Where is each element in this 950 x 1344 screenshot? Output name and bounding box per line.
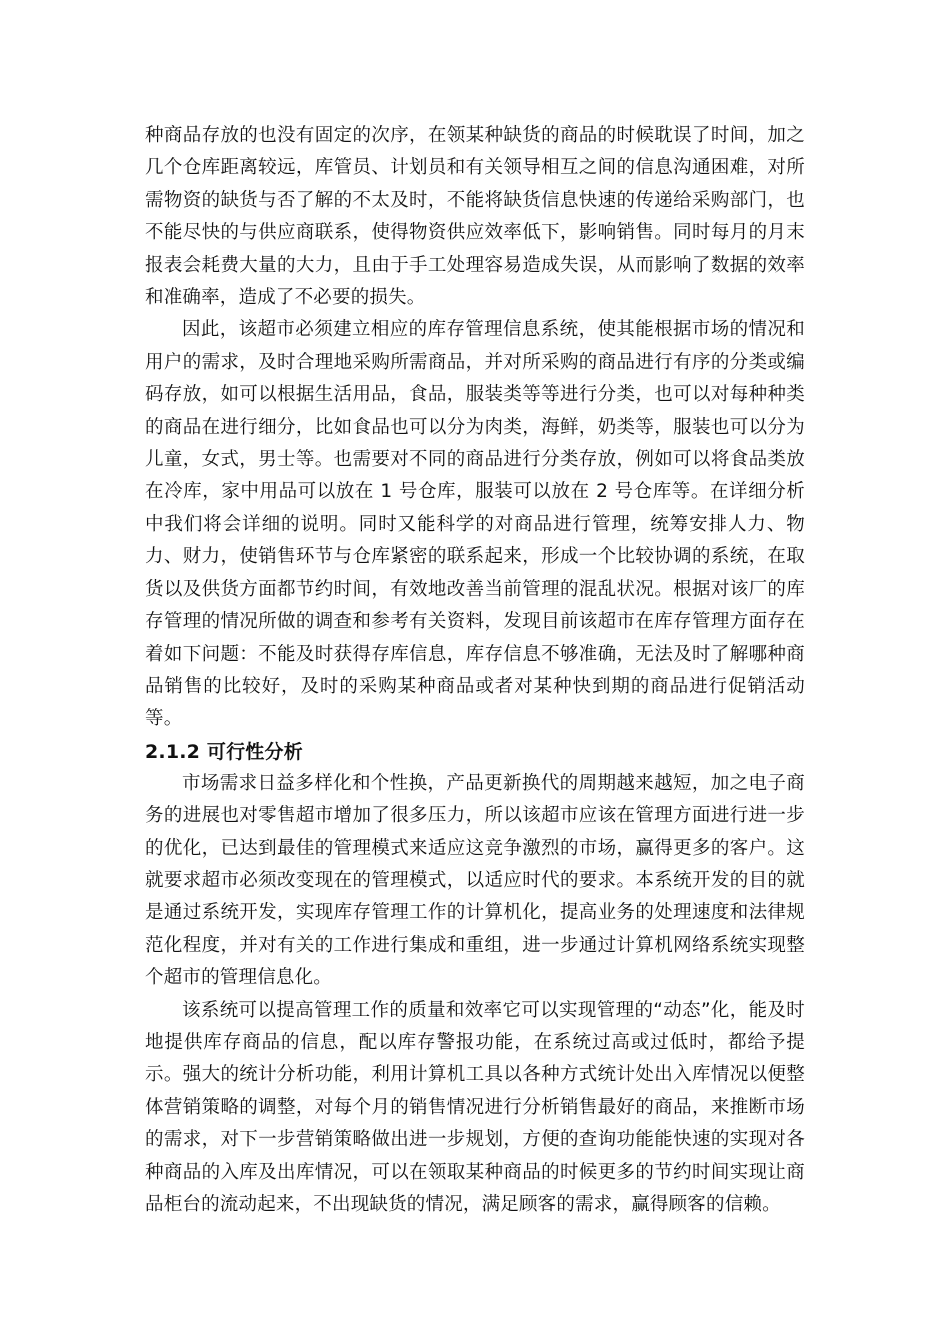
paragraph-continuation: 种商品存放的也没有固定的次序，在领某种缺货的商品的时候耽误了时间，加之几个仓库距离较远，库管员、计划员和有关领导相互之间的信息沟通困难，对所需物资的缺货与否了解的不太及时，不能将缺货信息快速的传递给采购部门，也不能尽快的与供应商联系，使得物资供应效率低下，影响销售。同时每月的月末报表会耗费大量的大力，且由于手工处理容易造成失误，从而影响了数据的效率和准确率，造成了不必要的损失。 xyxy=(145,125,805,309)
paragraph-system-need: 因此，该超市必须建立相应的库存管理信息系统，使其能根据市场的情况和用户的需求，及时合理地采购所需商品，并对所采购的商品进行有序的分类或编码存放，如可以根据生活用品，食品，服装类等等进行分类，也可以对每种种类的商品在进行细分，比如食品也可以分为肉类，海鲜，奶类等，服装也可以分为儿童，女式，男士等。也需要对不同的商品进行分类存放，例如可以将食品类放在冷库，家中用品可以放在 1 号仓库，服装可以放在 2 号仓库等。在详细分析中我们将会详细的说明。同时又能科学的对商品进行管理，统筹安排人力、物力、财力，使销售环节与仓库紧密的联系起来，形成一个比较协调的系统，在取货以及供货方面都节约时间，有效地改善当前管理的混乱状况。根据对该厂的库存管理的情况所做的调查和参考有关资料，发现目前该超市在库存管理方面存在着如下问题：不能及时获得存库信息，库存信息不够准确，无法及时了解哪种商品销售的比较好，及时的采购某种商品或者对某种快到期的商品进行促销活动等。 xyxy=(145,319,805,730)
section-heading-feasibility: 2.1.2 可行性分析 xyxy=(145,740,303,763)
document-body xyxy=(145,120,805,1221)
paragraph-system-benefits: 该系统可以提高管理工作的质量和效率它可以实现管理的“动态”化，能及时地提供库存商品的信息，配以库存警报功能，在系统过高或过低时，都给予提示。强大的统计分析功能，利用计算机工具以各种方式统计处出入库情况以便整体营销策略的调整，对每个月的销售情况进行分析销售最好的商品，来推断市场的需求，对下一步营销策略做出进一步规划，方便的查询功能能快速的实现对各种商品的入库及出库情况，可以在领取某种商品的时候更多的节约时间实现让商品柜台的流动起来，不出现缺货的情况，满足顾客的需求，赢得顾客的信赖。 xyxy=(145,999,805,1215)
paragraph-market-demand: 市场需求日益多样化和个性换，产品更新换代的周期越来越短，加之电子商务的进展也对零售超市增加了很多压力，所以该超市应该在管理方面进行进一步的优化，已达到最佳的管理模式来适应这竞争激烈的市场，赢得更多的客户。这就要求超市必须改变现在的管理模式，以适应时代的要求。本系统开发的目的就是通过系统开发，实现库存管理工作的计算机化，提高业务的处理速度和法律规范化程度，并对有关的工作进行集成和重组，进一步通过计算机网络系统实现整个超市的管理信息化。 xyxy=(145,772,805,989)
